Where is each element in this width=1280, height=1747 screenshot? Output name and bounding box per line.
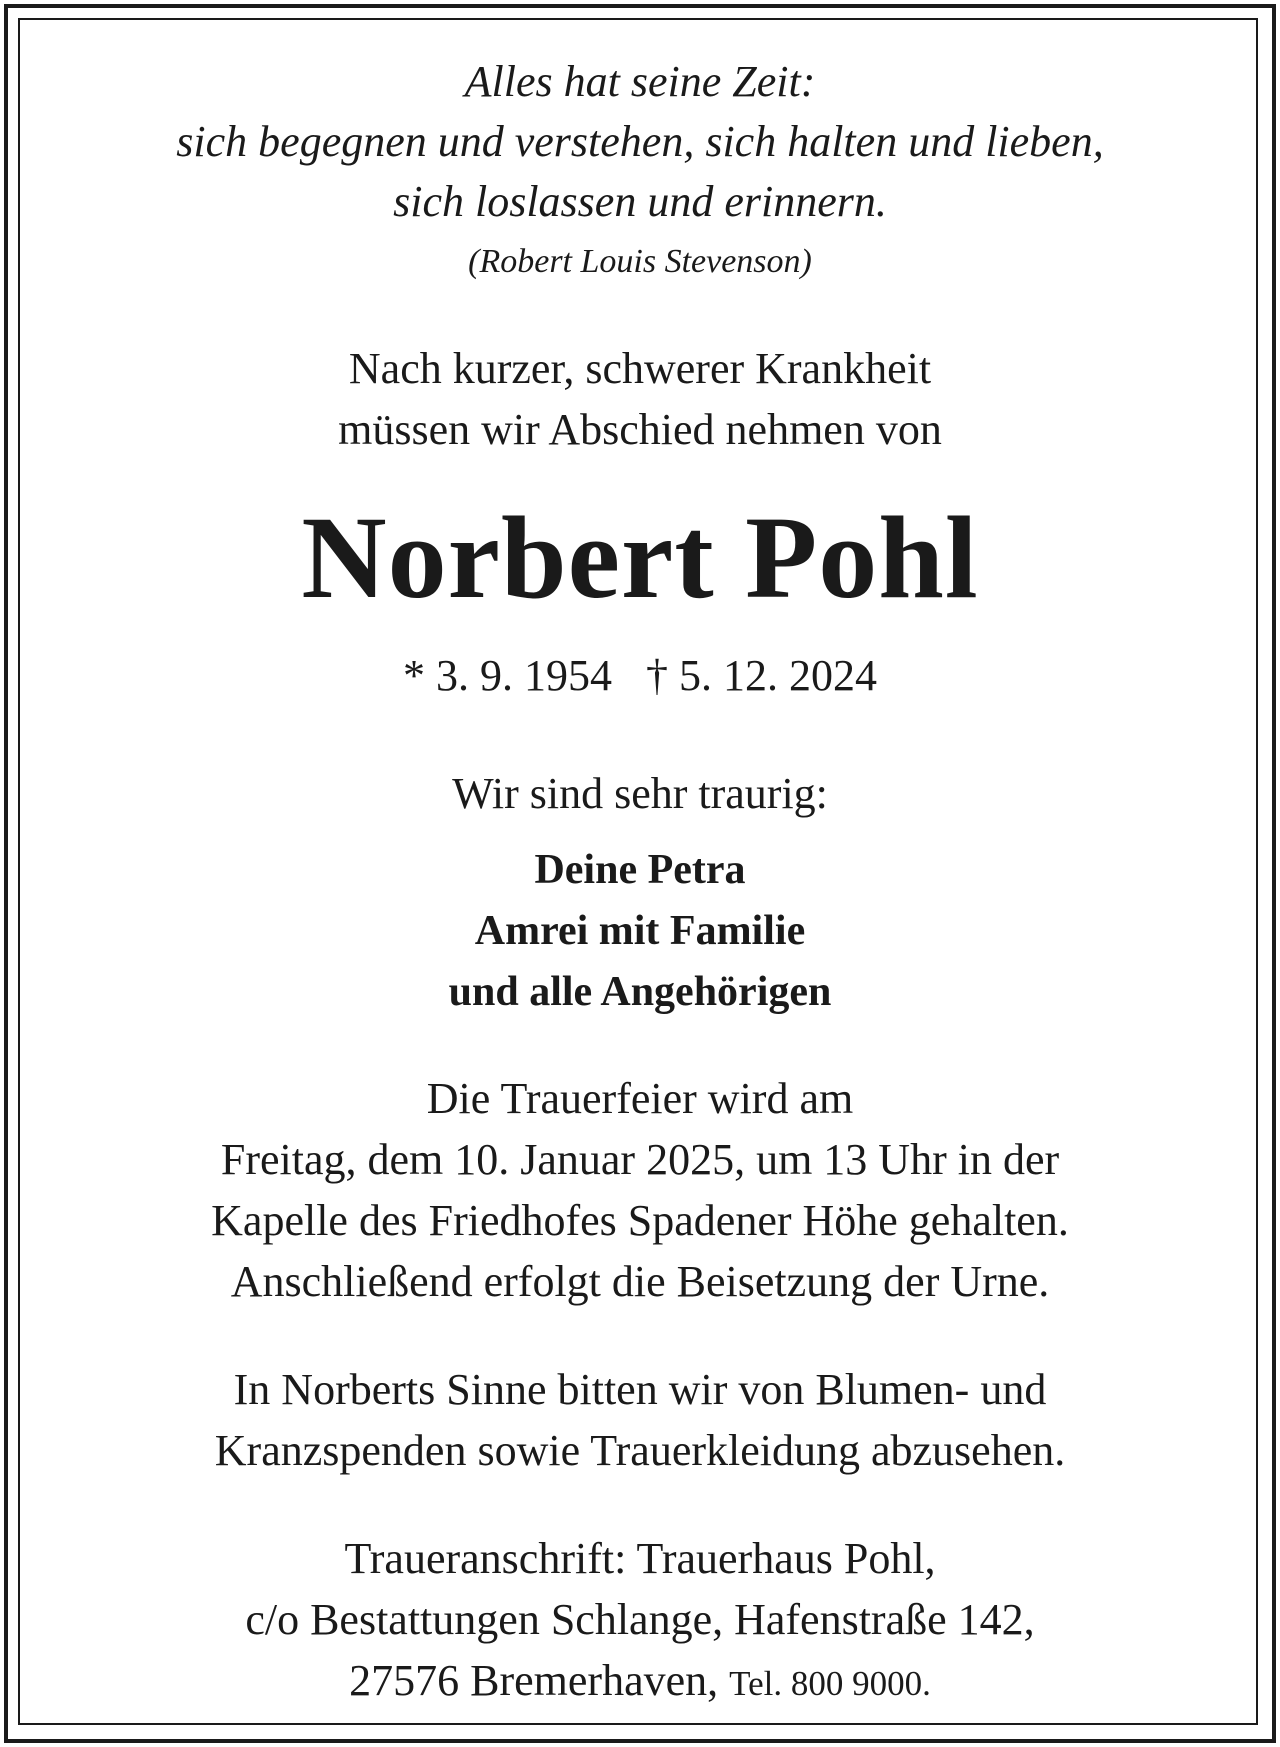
intro-line: Nach kurzer, schwerer Krankheit <box>348 344 932 393</box>
service-line: Kapelle des Friedhofes Spadener Höhe gehalten. <box>211 1196 1069 1245</box>
mourner: und alle Angehörigen <box>448 969 832 1015</box>
quote-line: sich loslassen und erinnern. <box>393 177 887 226</box>
address-city-line <box>8 1650 1272 1714</box>
quote-author: (Robert Louis Stevenson) <box>468 243 812 280</box>
mourning-intro: Wir sind sehr traurig: <box>452 769 828 818</box>
funeral-service-info <box>8 1068 1272 1312</box>
flowers-line: Kranzspenden sowie Trauerkleidung abzusehen. <box>214 1426 1066 1475</box>
mourner: Amrei mit Familie <box>474 908 806 954</box>
notice-outer-border <box>4 4 1276 1743</box>
quote-line: Alles hat seine Zeit: <box>464 57 816 106</box>
deceased-name: Norbert Pohl <box>301 492 979 623</box>
intro-line: müssen wir Abschied nehmen von <box>338 405 942 454</box>
address-line: c/o Bestattungen Schlange, Hafenstraße 142, <box>245 1595 1035 1644</box>
death-date: † 5. 12. 2024 <box>646 651 877 700</box>
quote-line: sich begegnen und verstehen, sich halten und lieben, <box>176 117 1104 166</box>
mourning-address <box>8 1528 1272 1714</box>
life-dates <box>8 646 1272 706</box>
intro-text <box>8 338 1272 460</box>
flowers-request <box>8 1359 1272 1481</box>
quote <box>8 52 1272 232</box>
service-line: Die Trauerfeier wird am <box>426 1074 854 1123</box>
flowers-line: In Norberts Sinne bitten wir von Blumen- und <box>233 1365 1047 1414</box>
phone-number: Tel. 800 9000. <box>729 1664 931 1703</box>
birth-date: * 3. 9. 1954 <box>403 651 612 700</box>
service-line: Anschließend erfolgt die Beisetzung der Urne. <box>230 1257 1050 1306</box>
address-city: 27576 Bremerhaven, <box>349 1656 719 1705</box>
address-line: Traueranschrift: Trauerhaus Pohl, <box>344 1534 936 1583</box>
mourner: Deine Petra <box>534 847 746 893</box>
service-line: Freitag, dem 10. Januar 2025, um 13 Uhr in der <box>220 1135 1060 1184</box>
mourners-list <box>8 840 1272 1023</box>
